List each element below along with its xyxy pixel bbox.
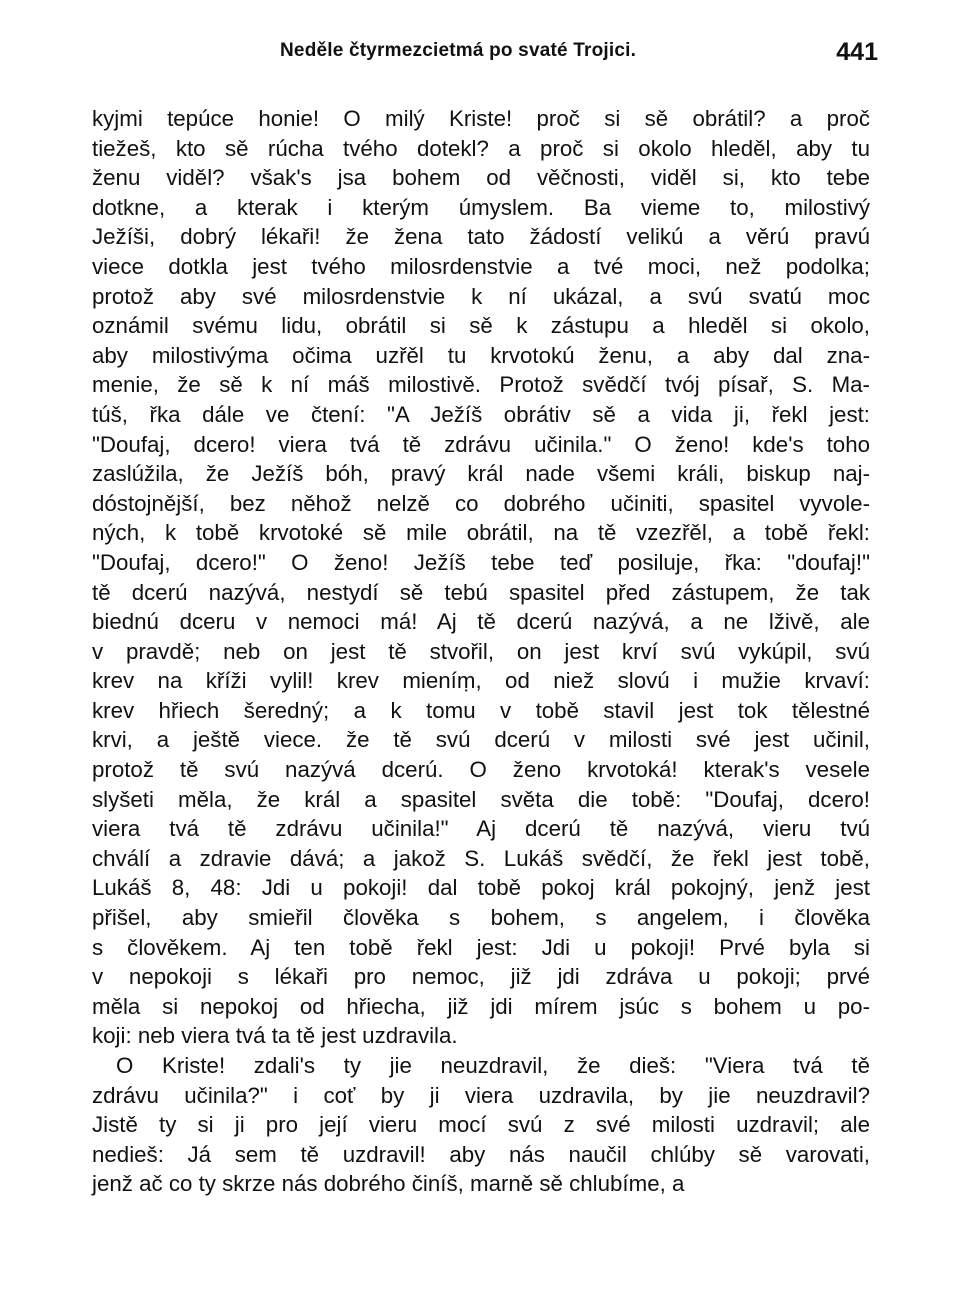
text-line: dóstojnější, bez něhož nelzě co dobrého učiniti, spasitel vyvole- <box>92 490 870 516</box>
text-line: viece dotkla jest tvého milosrdenstvie a tvé moci, než podolka; <box>92 253 870 279</box>
text-line: krev na kříži vylil! krev mieníṃ, od niež slovú i mužie krvaví: <box>92 668 870 694</box>
running-header <box>92 32 878 72</box>
text-line: Lukáš 8, 48: Jdi u pokoji! dal tobě pokoj král pokojný, jenž jest <box>92 875 870 901</box>
text-line: v nepokoji s lékaři pro nemoc, již jdi zdráva u pokoji; prvé <box>92 964 870 990</box>
text-line: v pravdě; neb on jest tě stvořil, on jest krví svú vykúpil, svú <box>92 638 870 664</box>
text-line: O Kriste! zdali's ty jie neuzdravil, že dieš: "Viera tvá tě <box>116 1053 870 1078</box>
text-line: biednú dceru v nemoci má! Aj tě dcerú nazývá, a ne lživě, ale <box>92 609 870 635</box>
text-line: přišel, aby smieřil člověka s bohem, s angelem, i člověka <box>92 905 870 931</box>
text-line: túš, řka dále ve čtení: "A Ježíš obrátiv sě a vida ji, řekl jest: <box>92 401 870 427</box>
text-line: "Doufaj, dcero! viera tvá tě zdrávu učinila." O ženo! kde's toho <box>92 431 870 457</box>
page-number: 441 <box>836 38 878 66</box>
text-line: měla si nepokoj od hřiecha, již jdi mírem jsúc s bohem u po- <box>92 993 870 1019</box>
text-line: jenž ač co ty skrze nás dobrého činíš, marně sě chlubíme, a <box>92 1171 685 1197</box>
text-line: dotkne, a kterak i kterým úmyslem. Ba vieme to, milostivý <box>92 194 870 220</box>
chapter-title: Neděle čtyrmezcietmá po svaté Trojici. <box>280 40 637 61</box>
text-line: Ježíši, dobrý lékaři! že žena tato žádostí velikú a věrú pravú <box>92 224 870 250</box>
text-line: protož tě svú nazývá dcerú. O ženo krvotoká! kterak's vesele <box>92 757 870 783</box>
text-line: nedieš: Já sem tě uzdravil! aby nás naučil chlúby sě varovati, <box>92 1141 870 1167</box>
text-line: zaslúžila, že Ježíš bóh, pravý král nade všemi králi, biskup naj- <box>92 461 870 487</box>
text-line: ných, k tobě krvotoké sě mile obrátil, na tě vzezřěl, a tobě řekl: <box>92 520 870 546</box>
text-line: ženu viděl? však's jsa bohem od věčnosti, viděl si, kto tebe <box>92 165 870 191</box>
text-line: chválí a zdravie dává; a jakož S. Lukáš svědčí, že řekl jest tobě, <box>92 845 870 871</box>
body-text <box>92 104 870 1199</box>
text-line: s člověkem. Aj ten tobě řekl jest: Jdi u pokoji! Prvé byla si <box>92 934 870 960</box>
text-line: zdrávu učinila?" i coť by ji viera uzdravila, by jie neuzdravil? <box>92 1082 870 1108</box>
text-line: krvi, a ještě viece. že tě svú dcerú v milosti své jest učinil, <box>92 727 870 753</box>
text-line: viera tvá tě zdrávu učinila!" Aj dcerú tě nazývá, vieru tvú <box>92 816 870 842</box>
text-line: Jistě ty si ji pro její vieru mocí svú z své milosti uzdravil; ale <box>92 1112 870 1138</box>
text-line: aby milostivýma očima uzřěl tu krvotokú ženu, a aby dal zna- <box>92 342 870 368</box>
text-line: tě dcerú nazývá, nestydí sě tebú spasitel před zástupem, že tak <box>92 579 870 605</box>
text-line: kyjmi tepúce honie! O milý Kriste! proč si sě obrátil? a proč <box>92 106 870 131</box>
text-line: krev hřiech šeredný; a k tomu v tobě stavil jest tok tělestné <box>92 697 870 723</box>
text-line: menie, že sě k ní máš milostivě. Protož svědčí tvój písař, S. Ma- <box>92 372 870 398</box>
text-line: tiežeš, kto sě rúcha tvého dotekl? a proč si okolo hleděl, aby tu <box>92 135 870 161</box>
text-line: oznámil svému lidu, obrátil si sě k zástupu a hleděl si okolo, <box>92 313 870 339</box>
text-line: protož aby své milosrdenstvie k ní ukázal, a svú svatú moc <box>92 283 870 309</box>
text-line: "Doufaj, dcero!" O ženo! Ježíš tebe teď posiluje, řka: "doufaj!" <box>92 549 870 575</box>
text-line: slyšeti měla, že král a spasitel světa die tobě: "Doufaj, dcero! <box>92 786 870 812</box>
text-line: koji: neb viera tvá ta tě jest uzdravila. <box>92 1023 458 1049</box>
